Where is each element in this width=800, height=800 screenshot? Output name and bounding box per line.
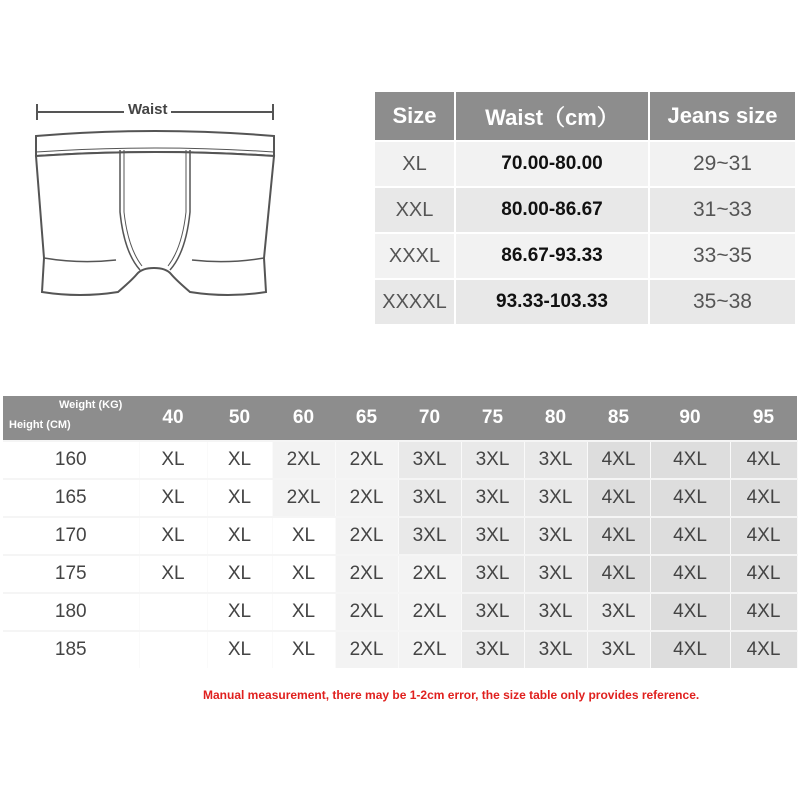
measurement-note: Manual measurement, there may be 1-2cm error, the size table only provides reference. — [203, 688, 700, 702]
size-recommendation-cell: 4XL — [650, 441, 730, 479]
waist-cell: 80.00-86.67 — [455, 187, 649, 233]
size-recommendation-cell: XL — [139, 555, 207, 593]
size-recommendation-cell: 2XL — [272, 441, 335, 479]
weight-header: 50 — [207, 396, 272, 441]
size-row — [375, 279, 795, 324]
waist-cell: 70.00-80.00 — [455, 141, 649, 187]
size-table — [375, 92, 795, 324]
size-recommendation-cell: 3XL — [524, 441, 587, 479]
size-recommendation-cell: 2XL — [335, 517, 398, 555]
height-cell: 185 — [3, 631, 139, 668]
size-recommendation-cell: 2XL — [335, 441, 398, 479]
size-recommendation-cell: 4XL — [650, 631, 730, 668]
size-recommendation-cell — [139, 631, 207, 668]
size-recommendation-cell: 4XL — [730, 517, 797, 555]
size-row — [375, 141, 795, 187]
size-recommendation-cell — [139, 593, 207, 631]
size-recommendation-cell: XL — [272, 555, 335, 593]
height-cell: 165 — [3, 479, 139, 517]
header-size: Size — [375, 92, 455, 141]
size-recommendation-cell: 3XL — [461, 555, 524, 593]
weight-header: 90 — [650, 396, 730, 441]
size-recommendation-cell: 2XL — [398, 631, 461, 668]
height-cell: 160 — [3, 441, 139, 479]
size-recommendation-cell: 3XL — [587, 593, 650, 631]
size-recommendation-cell: 3XL — [461, 593, 524, 631]
size-recommendation-cell: 3XL — [461, 441, 524, 479]
size-recommendation-cell: XL — [207, 479, 272, 517]
size-recommendation-cell: XL — [272, 631, 335, 668]
size-recommendation-cell: 4XL — [587, 517, 650, 555]
jeans-size-cell: 29~31 — [649, 141, 795, 187]
waist-cell: 86.67-93.33 — [455, 233, 649, 279]
height-axis-label: Height (CM) — [9, 419, 71, 431]
size-recommendation-cell: 4XL — [650, 555, 730, 593]
size-recommendation-cell: 3XL — [461, 479, 524, 517]
size-recommendation-cell: 4XL — [730, 593, 797, 631]
height-weight-header — [3, 396, 797, 441]
jeans-size-cell: 35~38 — [649, 279, 795, 324]
size-recommendation-cell: 3XL — [398, 441, 461, 479]
size-recommendation-cell: 4XL — [730, 555, 797, 593]
size-recommendation-cell: 4XL — [730, 479, 797, 517]
weight-header: 80 — [524, 396, 587, 441]
weight-axis-label: Weight (KG) — [59, 399, 123, 411]
size-recommendation-cell: 2XL — [335, 631, 398, 668]
size-recommendation-cell: 3XL — [398, 479, 461, 517]
boxer-briefs-diagram — [20, 92, 290, 312]
size-recommendation-cell: 4XL — [587, 479, 650, 517]
height-cell: 180 — [3, 593, 139, 631]
size-recommendation-cell: 3XL — [524, 517, 587, 555]
height-cell: 175 — [3, 555, 139, 593]
size-recommendation-cell: 4XL — [730, 631, 797, 668]
size-cell: XXXL — [375, 233, 455, 279]
size-recommendation-cell: 2XL — [335, 555, 398, 593]
size-recommendation-cell: XL — [207, 593, 272, 631]
size-recommendation-cell: 3XL — [524, 631, 587, 668]
size-recommendation-cell: 4XL — [650, 479, 730, 517]
size-recommendation-cell: 2XL — [398, 593, 461, 631]
size-recommendation-cell: 3XL — [524, 479, 587, 517]
height-cell: 170 — [3, 517, 139, 555]
corner-cell — [3, 396, 139, 441]
size-cell: XXXXL — [375, 279, 455, 324]
weight-header: 65 — [335, 396, 398, 441]
size-recommendation-cell: XL — [139, 441, 207, 479]
jeans-size-cell: 31~33 — [649, 187, 795, 233]
weight-header: 40 — [139, 396, 207, 441]
size-recommendation-cell: XL — [272, 517, 335, 555]
size-cell: XL — [375, 141, 455, 187]
jeans-size-cell: 33~35 — [649, 233, 795, 279]
size-recommendation-cell: 3XL — [587, 631, 650, 668]
height-row — [3, 593, 797, 631]
height-row — [3, 479, 797, 517]
height-row — [3, 517, 797, 555]
size-recommendation-cell: 4XL — [650, 593, 730, 631]
weight-header: 95 — [730, 396, 797, 441]
weight-header: 85 — [587, 396, 650, 441]
size-recommendation-cell: 3XL — [524, 555, 587, 593]
size-recommendation-cell: XL — [139, 479, 207, 517]
size-recommendation-cell: 3XL — [461, 517, 524, 555]
weight-header: 60 — [272, 396, 335, 441]
height-row — [3, 441, 797, 479]
size-recommendation-cell: 2XL — [398, 555, 461, 593]
size-recommendation-cell: 3XL — [524, 593, 587, 631]
waist-cell: 93.33-103.33 — [455, 279, 649, 324]
size-recommendation-cell: XL — [207, 555, 272, 593]
size-recommendation-cell: 2XL — [272, 479, 335, 517]
size-recommendation-cell: 4XL — [587, 441, 650, 479]
size-row — [375, 187, 795, 233]
size-table-header — [375, 92, 795, 141]
size-recommendation-cell: XL — [207, 441, 272, 479]
weight-header: 70 — [398, 396, 461, 441]
waist-label: Waist — [124, 101, 171, 118]
height-row — [3, 555, 797, 593]
header-jeans-size: Jeans size — [649, 92, 795, 141]
header-waist: Waist（cm） — [455, 92, 649, 141]
size-recommendation-cell: 2XL — [335, 479, 398, 517]
size-cell: XXL — [375, 187, 455, 233]
height-row — [3, 631, 797, 668]
size-row — [375, 233, 795, 279]
size-recommendation-cell: 3XL — [398, 517, 461, 555]
size-recommendation-cell: XL — [272, 593, 335, 631]
size-recommendation-cell: XL — [207, 517, 272, 555]
size-recommendation-cell: XL — [139, 517, 207, 555]
weight-header: 75 — [461, 396, 524, 441]
size-recommendation-cell: 4XL — [650, 517, 730, 555]
size-recommendation-cell: 4XL — [587, 555, 650, 593]
size-recommendation-cell: XL — [207, 631, 272, 668]
size-recommendation-cell: 4XL — [730, 441, 797, 479]
height-weight-table — [3, 396, 798, 668]
size-recommendation-cell: 3XL — [461, 631, 524, 668]
size-recommendation-cell: 2XL — [335, 593, 398, 631]
